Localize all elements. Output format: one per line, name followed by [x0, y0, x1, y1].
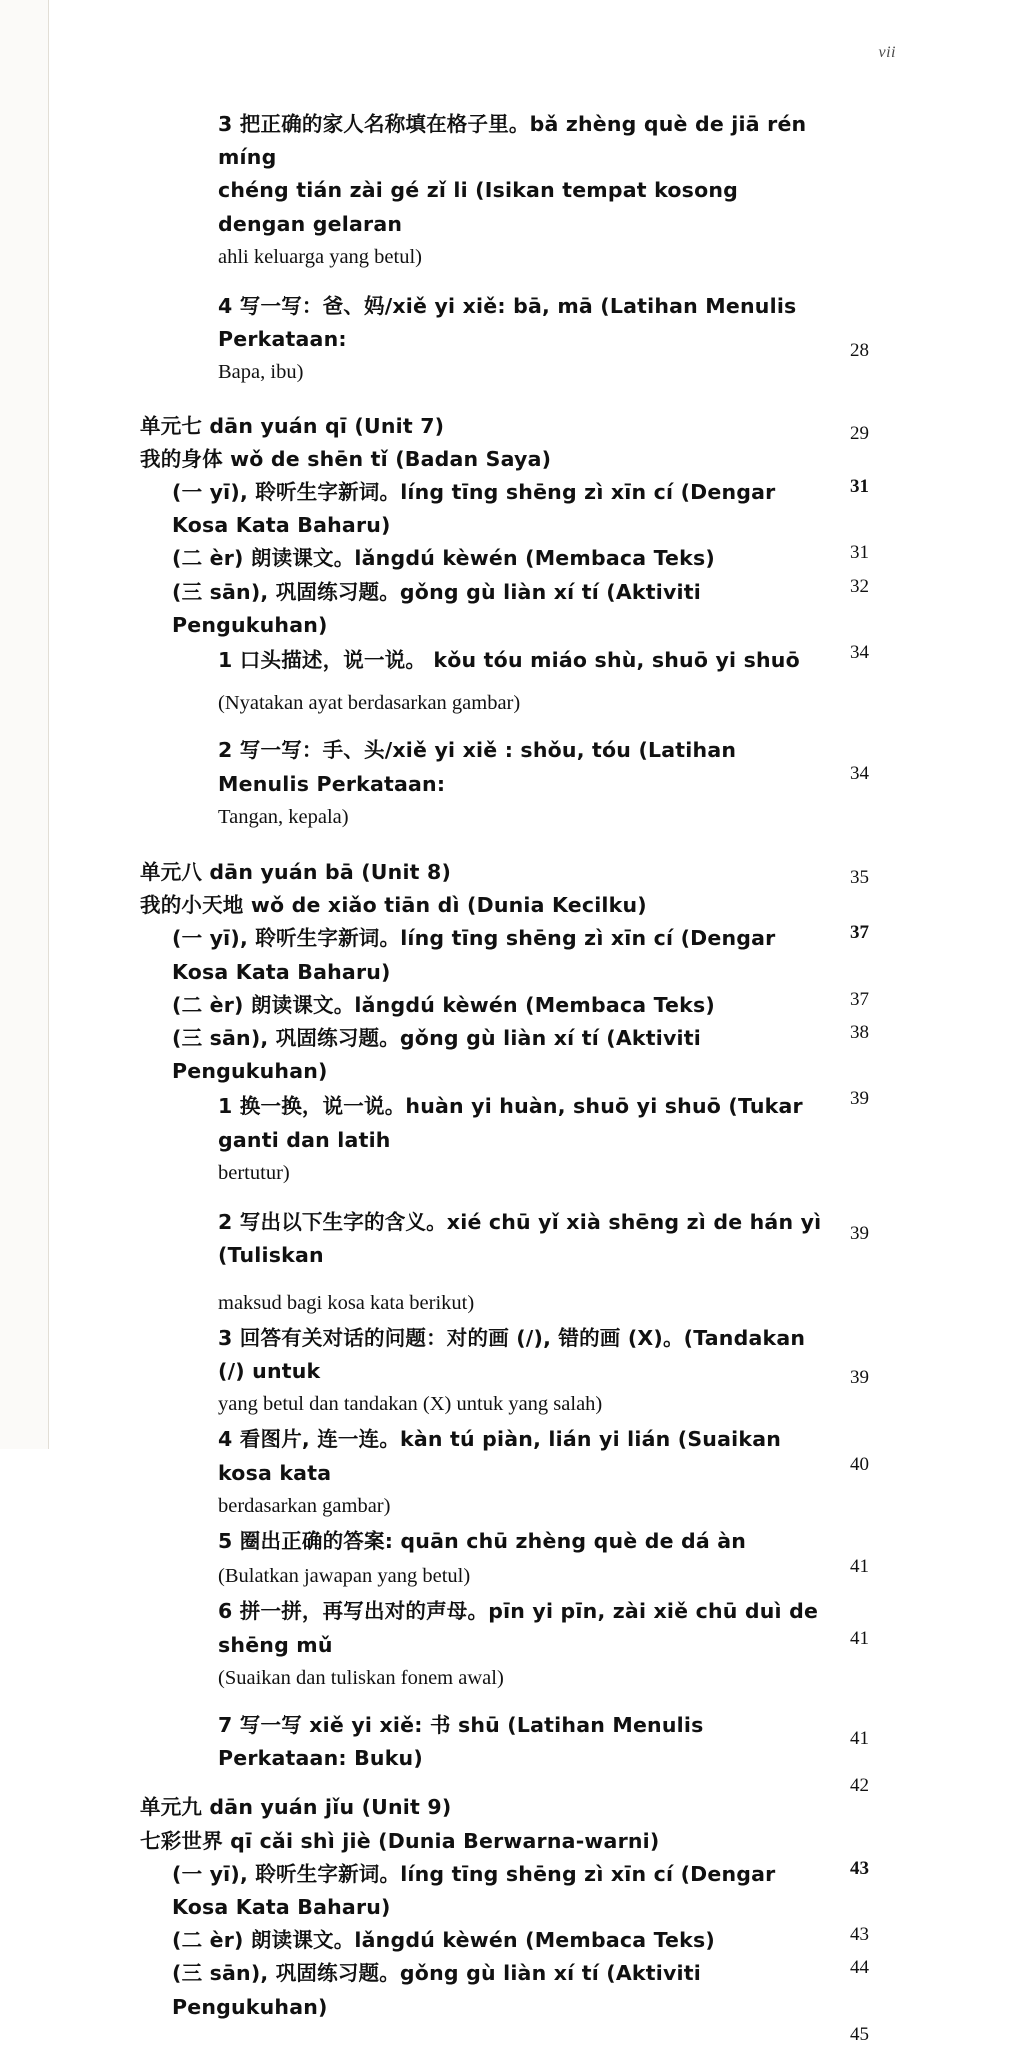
toc-entry[interactable]: [140, 410, 884, 443]
toc-page-number: 37: [850, 988, 869, 1010]
toc-entry-text: [140, 410, 884, 443]
toc-entry-continuation-line: chéng tián zài gé zǐ li (Isikan tempat kosong dengan gelaran: [218, 178, 739, 236]
toc-entry-text: [140, 1825, 884, 1858]
toc-entry-text: [218, 1322, 884, 1422]
toc-entry-line: 单元七 dān yuán qī (Unit 7): [140, 413, 445, 438]
toc-entry-text: [218, 644, 884, 720]
toc-entry-text: [140, 889, 884, 922]
toc-entry-line: 5 圈出正确的答案: quān chū zhèng què de dá àn: [218, 1528, 747, 1553]
toc-entry-continuation-line: maksud bagi kosa kata berikut): [218, 1291, 475, 1314]
toc-entry-text: [172, 1858, 884, 1924]
toc-entry-text: [218, 290, 884, 390]
toc-page-number: 28: [850, 340, 869, 362]
toc-page-number: 39: [850, 1366, 869, 1388]
table-of-contents-list: [140, 108, 884, 2045]
toc-entry-continuation-line: Tangan, kepala): [218, 805, 349, 828]
toc-entry-continuation-line: (Bulatkan jawapan yang betul): [218, 1565, 471, 1588]
page-folio-number: vii: [878, 44, 896, 61]
toc-entry-line: 七彩世界 qī cǎi shì jiè (Dunia Berwarna-warni): [140, 1828, 660, 1853]
toc-page-number: 44: [850, 1957, 869, 1979]
toc-entry[interactable]: [218, 1709, 884, 1797]
toc-entry-continuation-line: yang betul dan tandakan (X) untuk yang salah): [218, 1393, 603, 1416]
toc-entry-line: 3 回答有关对话的问题：对的画 (/), 错的画 (X)。(Tandakan (/) untuk: [218, 1325, 806, 1383]
toc-entry-text: [172, 1022, 884, 1088]
toc-entry-text: [172, 1924, 884, 1957]
toc-page-number: 42: [850, 1775, 869, 1797]
toc-entry-line: 我的身体 wǒ de shēn tǐ (Badan Saya): [140, 446, 552, 471]
toc-entry-text: [140, 1791, 884, 1824]
toc-entry-line: (一 yī), 聆听生字新词。líng tīng shēng zì xīn cí (Dengar Kosa Kata Baharu): [172, 926, 776, 984]
toc-entry-text: [172, 542, 884, 575]
toc-page-number: 31: [850, 542, 869, 564]
toc-entry[interactable]: [140, 856, 884, 889]
toc-entry[interactable]: [172, 542, 884, 597]
toc-entry[interactable]: [140, 1791, 884, 1824]
toc-entry-continuation-line: ahli keluarga yang betul): [218, 245, 422, 268]
toc-entry[interactable]: [172, 1957, 884, 2045]
toc-entry-line: (三 sān), 巩固练习题。gǒng gù liàn xí tí (Aktiviti Pengukuhan): [172, 579, 701, 637]
toc-entry-text: [218, 1709, 884, 1775]
toc-entry-line: 2 写一写：手、头/xiě yi xiě : shǒu, tóu (Latihan Menulis Perkataan:: [218, 738, 737, 796]
toc-entry[interactable]: [172, 1924, 884, 1979]
toc-entry-line: 1 口头描述，说一说。 kǒu tóu miáo shù, shuō yi shuō: [218, 648, 800, 673]
toc-entry-continuation-line: Bapa, ibu): [218, 361, 304, 384]
toc-entry-line: 7 写一写 xiě yi xiě: 书 shū (Latihan Menulis Perkataan: Buku): [218, 1712, 704, 1771]
toc-entry-line: 我的小天地 wǒ de xiǎo tiān dì (Dunia Kecilku): [140, 893, 647, 918]
toc-entry-line: (二 èr) 朗读课文。lǎngdú kèwén (Membaca Teks): [172, 992, 715, 1017]
toc-entry-text: [218, 734, 884, 834]
toc-page-number: 38: [850, 1022, 869, 1044]
toc-entry-line: 6 拼一拼，再写出对的声母。pīn yi pīn, zài xiě chū duì de shēng mǔ: [218, 1599, 819, 1657]
toc-entry-text: [218, 1595, 884, 1695]
toc-entry-line: 4 写一写：爸、妈/xiě yi xiě: bā, mā (Latihan Menulis Perkataan:: [218, 294, 797, 352]
toc-page-number: 41: [850, 1555, 869, 1577]
toc-entry[interactable]: [140, 443, 884, 498]
toc-entry-line: 单元九 dān yuán jǐu (Unit 9): [140, 1795, 452, 1820]
toc-entry-line: 2 写出以下生字的含义。xié chū yǐ xià shēng zì de hán yì (Tuliskan: [218, 1210, 822, 1268]
toc-entry[interactable]: [140, 1825, 884, 1879]
toc-page-number: 41: [850, 1628, 869, 1650]
toc-page-number: 34: [850, 642, 869, 664]
toc-page-number: 31: [850, 476, 869, 498]
toc-page-number: 32: [850, 575, 869, 597]
toc-page-number: 37: [850, 922, 869, 944]
toc-page-number: 39: [850, 1088, 869, 1110]
toc-entry-text: [172, 476, 884, 542]
toc-entry-text: [218, 1206, 884, 1320]
toc-page-number: 34: [850, 763, 869, 785]
toc-entry-line: (二 èr) 朗读课文。lǎngdú kèwén (Membaca Teks): [172, 546, 715, 571]
toc-page-number: 29: [850, 422, 869, 444]
toc-entry-line: (一 yī), 聆听生字新词。líng tīng shēng zì xīn cí (Dengar Kosa Kata Baharu): [172, 480, 776, 538]
toc-entry[interactable]: [172, 989, 884, 1044]
toc-entry-line: 3 把正确的家人名称填在格子里。bǎ zhèng què de jiā rén míng: [218, 112, 807, 170]
toc-entry-continuation-line: (Nyatakan ayat berdasarkan gambar): [218, 692, 521, 715]
toc-entry-text: [218, 1525, 884, 1593]
toc-entry-continuation-line: bertutur): [218, 1161, 290, 1184]
toc-entry-text: [218, 1090, 884, 1190]
toc-page-number: 39: [850, 1223, 869, 1245]
toc-entry[interactable]: [172, 1022, 884, 1110]
toc-entry-continuation-line: berdasarkan gambar): [218, 1494, 391, 1517]
toc-entry-text: [172, 576, 884, 642]
toc-entry-line: 1 换一换，说一说。huàn yi huàn, shuō yi shuō (Tukar ganti dan latih: [218, 1094, 803, 1152]
toc-entry-text: [172, 922, 884, 988]
toc-page-number: 35: [850, 867, 869, 889]
toc-page-number: 45: [850, 2023, 869, 2045]
toc-entry-text: [140, 856, 884, 889]
toc-entry-text: [218, 1423, 884, 1523]
toc-entry-line: (一 yī), 聆听生字新词。líng tīng shēng zì xīn cí (Dengar Kosa Kata Baharu): [172, 1861, 776, 1919]
toc-page-number: 43: [850, 1924, 869, 1946]
toc-entry-text: [172, 1957, 884, 2023]
toc-entry-line: (二 èr) 朗读课文。lǎngdú kèwén (Membaca Teks): [172, 1928, 715, 1953]
toc-page-number: 43: [850, 1857, 869, 1879]
toc-page-number: 41: [850, 1727, 869, 1749]
toc-entry-line: 4 看图片, 连一连。kàn tú piàn, lián yi lián (Suaikan kosa kata: [218, 1427, 782, 1485]
toc-entry-text: [172, 989, 884, 1022]
toc-page-number: 40: [850, 1454, 869, 1476]
toc-entry-line: (三 sān), 巩固练习题。gǒng gù liàn xí tí (Aktiviti Pengukuhan): [172, 1961, 701, 2019]
toc-entry-text: [140, 443, 884, 476]
toc-entry-continuation-line: (Suaikan dan tuliskan fonem awal): [218, 1666, 504, 1689]
toc-entry-text: [218, 108, 884, 274]
toc-entry-line: 单元八 dān yuán bā (Unit 8): [140, 860, 452, 885]
toc-entry-line: (三 sān), 巩固练习题。gǒng gù liàn xí tí (Aktiviti Pengukuhan): [172, 1026, 701, 1084]
toc-entry[interactable]: [140, 889, 884, 944]
